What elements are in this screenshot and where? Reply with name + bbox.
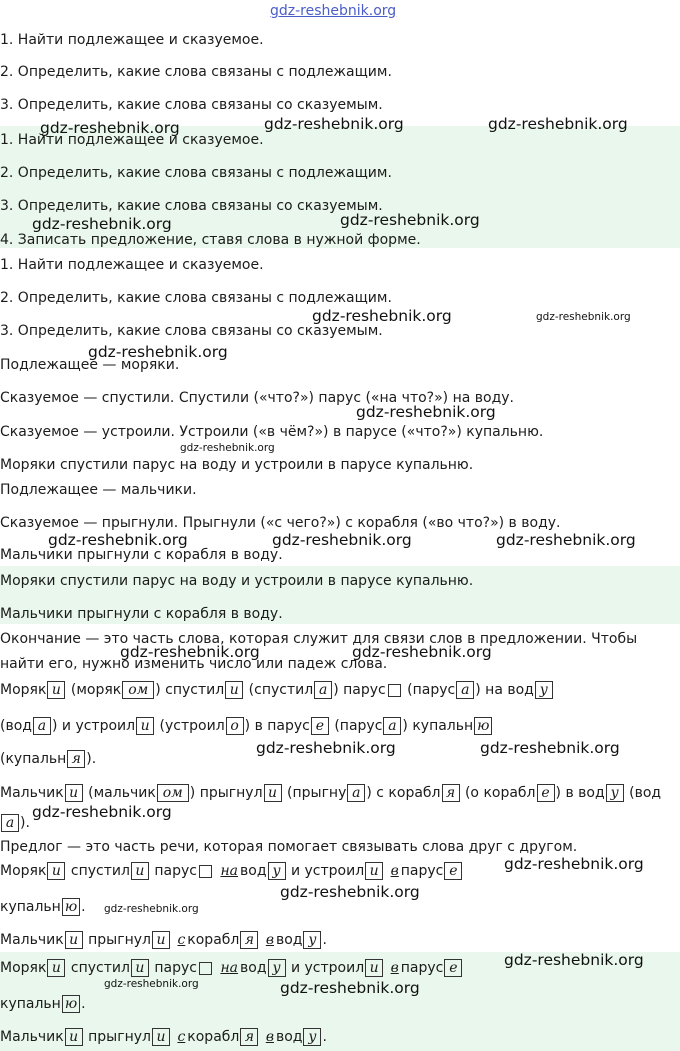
step-2: 2. Определить, какие слова связаны с подлежащим. [0, 165, 392, 181]
ending-box: я [240, 1028, 258, 1046]
preposition: с [177, 1029, 186, 1045]
ending-box: а [383, 717, 401, 735]
word-part: ( [407, 682, 413, 698]
word-part: вод [634, 785, 662, 801]
watermark: gdz-reshebnik.org [536, 311, 631, 323]
word-part: в парус [254, 718, 310, 734]
word-part: ) [402, 718, 408, 734]
watermark: gdz-reshebnik.org [272, 531, 412, 549]
endings-line [0, 717, 493, 735]
preposition: с [177, 932, 186, 948]
ending-box: и [264, 784, 282, 802]
word-part: парус [154, 960, 197, 976]
ending-box: и [47, 862, 65, 880]
preposition: на [220, 863, 239, 879]
word-part: корабл [187, 1029, 240, 1045]
ending-box: у [303, 1028, 321, 1046]
watermark: gdz-reshebnik.org [280, 979, 420, 997]
watermark: gdz-reshebnik.org [280, 883, 420, 901]
answer-sentence: Мальчики прыгнули с корабля в воду. [0, 606, 283, 622]
ending-box: у [303, 931, 321, 949]
prepositions-line [0, 931, 327, 949]
word-part: Мальчик [0, 932, 64, 948]
ending-box: ом [157, 784, 189, 802]
word-part: вод [5, 718, 32, 734]
word-part: вод [275, 932, 303, 948]
word-part: парус [343, 682, 386, 698]
prepositions-answer [0, 1028, 327, 1046]
word-part: Мальчик [0, 785, 64, 801]
word-part: ( [629, 785, 635, 801]
word-part: ( [334, 718, 340, 734]
subject-line: Подлежащее — мальчики. [0, 482, 197, 498]
step-2: 2. Определить, какие слова связаны с подлежащим. [0, 64, 392, 80]
step-3: 3. Определить, какие слова связаны со сказуемым. [0, 323, 383, 339]
ending-box: а [1, 814, 19, 832]
predicate-line: Сказуемое — устроили. Устроили («в чём?») в парусе («что?») купальню. [0, 424, 544, 440]
word-part: корабл [187, 932, 240, 948]
ending-box: я [67, 750, 85, 768]
word-part: ( [159, 718, 165, 734]
ending-box: е [444, 959, 462, 977]
ending-box: ю [474, 717, 492, 735]
word-part: прыгнул [88, 1029, 151, 1045]
ending-definition: Окончание — это часть слова, которая служит для связи слов в предложении. Чтобы [0, 631, 638, 647]
word-part: на вод [485, 682, 534, 698]
ending-box: и [152, 1028, 170, 1046]
watermark: gdz-reshebnik.org [40, 119, 180, 137]
step-1: 1. Найти подлежащее и сказуемое. [0, 257, 264, 273]
endings-line [0, 681, 554, 699]
word-part: спустил [165, 682, 225, 698]
word-part: ) [366, 785, 372, 801]
prepositions-answer [0, 959, 463, 977]
prepositions-line [0, 898, 86, 916]
word-part: купальн [0, 996, 61, 1012]
word-part: моряк [76, 682, 122, 698]
step-1: 1. Найти подлежащее и сказуемое. [0, 32, 264, 48]
ending-definition: найти его, нужно изменить число или падеж слова. [0, 656, 388, 672]
word-part: в вод [565, 785, 605, 801]
word-part: ). [86, 751, 97, 767]
preposition: в [390, 863, 399, 879]
endings-line [0, 814, 30, 832]
ending-box: о [226, 717, 244, 735]
word-part: вод [275, 1029, 303, 1045]
endings-line [0, 784, 661, 802]
watermark: gdz-reshebnik.org [180, 442, 275, 454]
watermark: gdz-reshebnik.org [496, 531, 636, 549]
sentence-line: Моряки спустили парус на воду и устроили в парусе купальню. [0, 457, 474, 473]
word-part: парус [400, 863, 444, 879]
ending-box: у [268, 959, 286, 977]
ending-box: а [314, 681, 332, 699]
watermark: gdz-reshebnik.org [48, 531, 188, 549]
watermark: gdz-reshebnik.org [32, 803, 172, 821]
watermark: gdz-reshebnik.org [88, 343, 228, 361]
step-3: 3. Определить, какие слова связаны со сказуемым. [0, 97, 383, 113]
word-part: . [81, 899, 86, 915]
ending-box: и [225, 681, 243, 699]
word-part: и устроил [61, 718, 136, 734]
subject-line: Подлежащее — моряки. [0, 357, 180, 373]
watermark: gdz-reshebnik.org [356, 403, 496, 421]
zero-ending-box [199, 962, 212, 975]
watermark-link[interactable]: gdz-reshebnik.org [270, 3, 397, 19]
word-part: спустил [254, 682, 314, 698]
step-2: 2. Определить, какие слова связаны с подлежащим. [0, 290, 392, 306]
zero-ending-box [388, 684, 401, 697]
word-part: прыгну [292, 785, 347, 801]
watermark: gdz-reshebnik.org [488, 115, 628, 133]
predicate-line: Сказуемое — прыгнули. Прыгнули («с чего?») с корабля («во что?») в воду. [0, 515, 561, 531]
watermark: gdz-reshebnik.org [256, 739, 396, 757]
ending-box: у [606, 784, 624, 802]
ending-box: а [456, 681, 474, 699]
ending-box: ом [122, 681, 154, 699]
word-part: и устроил [290, 960, 365, 976]
ending-box: и [65, 784, 83, 802]
ending-box: и [65, 1028, 83, 1046]
word-part: Мальчик [0, 1029, 64, 1045]
word-part: о корабл [470, 785, 536, 801]
word-part: вод [240, 863, 267, 879]
step-3: 3. Определить, какие слова связаны со сказуемым. [0, 198, 383, 214]
ending-box: у [268, 862, 286, 880]
preposition: в [265, 1029, 274, 1045]
word-part: купальн [412, 718, 474, 734]
word-part: ( [70, 682, 77, 698]
ending-box: я [442, 784, 460, 802]
word-part: и устроил [290, 863, 365, 879]
step-4: 4. Записать предложение, ставя слова в нужной форме. [0, 232, 421, 248]
word-part: прыгнул [199, 785, 263, 801]
watermark: gdz-reshebnik.org [504, 951, 644, 969]
word-part: спустил [70, 863, 130, 879]
sentence-line: Мальчики прыгнули с корабля в воду. [0, 547, 283, 563]
word-part: ) [189, 785, 196, 801]
watermark: gdz-reshebnik.org [32, 215, 172, 233]
watermark: gdz-reshebnik.org [264, 115, 404, 133]
word-part: Моряк [0, 863, 47, 879]
ending-box: у [535, 681, 553, 699]
watermark: gdz-reshebnik.org [104, 978, 199, 990]
word-part: парус [400, 960, 444, 976]
word-part: ) [555, 785, 561, 801]
ending-box: и [47, 681, 65, 699]
ending-box: ю [62, 995, 80, 1013]
ending-box: и [65, 931, 83, 949]
ending-box: и [152, 931, 170, 949]
step-1: 1. Найти подлежащее и сказуемое. [0, 132, 264, 148]
ending-box: и [136, 717, 154, 735]
word-part: мальчик [93, 785, 156, 801]
predicate-line: Сказуемое — спустили. Спустили («что?») парус («на что?») на воду. [0, 390, 514, 406]
word-part: Моряк [0, 960, 47, 976]
ending-box: я [240, 931, 258, 949]
watermark: gdz-reshebnik.org [352, 643, 492, 661]
word-part: ( [0, 718, 6, 734]
word-part: ) [244, 718, 251, 734]
word-part: ( [88, 785, 94, 801]
word-part: . [322, 1029, 327, 1045]
preposition: на [220, 960, 239, 976]
ending-box: и [131, 959, 149, 977]
word-part: прыгнул [88, 932, 151, 948]
word-part: купальн [0, 899, 61, 915]
word-part: ( [464, 785, 471, 801]
word-part: спустил [70, 960, 130, 976]
ending-box: е [311, 717, 329, 735]
word-part: ) [333, 682, 339, 698]
word-part: ). [20, 815, 30, 831]
prepositions-line [0, 862, 463, 880]
ending-box: и [365, 862, 383, 880]
word-part: ( [287, 785, 293, 801]
word-part: устроил [165, 718, 225, 734]
prepositions-answer [0, 995, 86, 1013]
preposition-definition: Предлог — это часть речи, которая помогает связывать слова друг с другом. [0, 839, 578, 855]
word-part: ) [475, 682, 481, 698]
ending-box: е [537, 784, 555, 802]
word-part: с корабл [376, 785, 441, 801]
endings-line [0, 750, 96, 768]
word-part: вод [240, 960, 267, 976]
word-part: . [322, 932, 327, 948]
watermark: gdz-reshebnik.org [480, 739, 620, 757]
ending-box: и [365, 959, 383, 977]
word-part: ) [155, 682, 161, 698]
watermark: gdz-reshebnik.org [120, 643, 260, 661]
ending-box: е [444, 862, 462, 880]
zero-ending-box [199, 865, 212, 878]
word-part: . [81, 996, 86, 1012]
watermark: gdz-reshebnik.org [504, 855, 644, 873]
answer-sentence: Моряки спустили парус на воду и устроили в парусе купальню. [0, 573, 474, 589]
word-part: парус [154, 863, 197, 879]
word-part: ) [51, 718, 58, 734]
watermark: gdz-reshebnik.org [104, 903, 199, 915]
watermark: gdz-reshebnik.org [340, 211, 480, 229]
ending-box: и [131, 862, 149, 880]
ending-box: и [47, 959, 65, 977]
word-part: Моряк [0, 682, 47, 698]
ending-box: а [33, 717, 51, 735]
watermark: gdz-reshebnik.org [312, 307, 452, 325]
word-part: ( [248, 682, 255, 698]
preposition: в [265, 932, 274, 948]
word-part: парус [412, 682, 456, 698]
word-part: купальн [5, 751, 67, 767]
ending-box: ю [62, 898, 80, 916]
word-part: ( [0, 751, 6, 767]
preposition: в [390, 960, 399, 976]
ending-box: а [347, 784, 365, 802]
word-part: парус [339, 718, 383, 734]
